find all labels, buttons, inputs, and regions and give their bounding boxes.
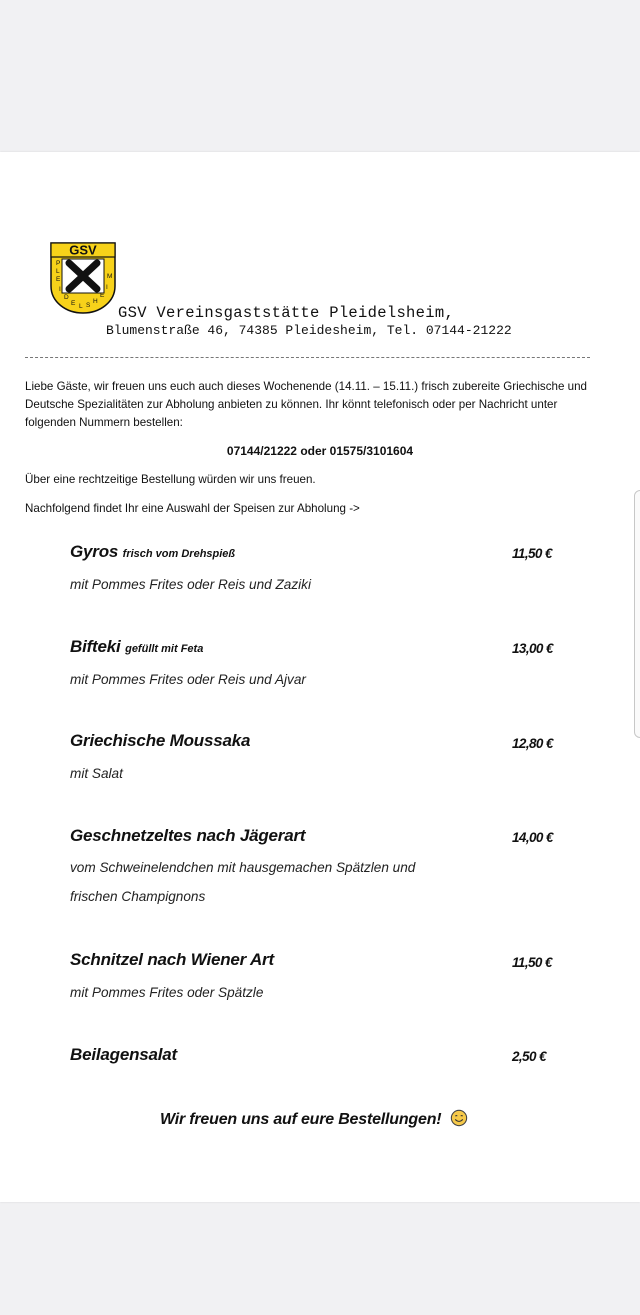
- menu-item-bifteki-title: Bifteki gefüllt mit Feta: [70, 637, 204, 656]
- divider: [25, 357, 590, 358]
- menu-item-beilagensalat-price: 2,50 €: [512, 1049, 546, 1064]
- svg-text:P: P: [56, 260, 61, 267]
- menu-item-gyros-price: 11,50 €: [512, 546, 552, 561]
- selection-note: Nachfolgend findet Ihr eine Auswahl der Speisen zur Abholung ->: [25, 502, 360, 515]
- menu-item-moussaka-title: Griechische Moussaka: [70, 731, 251, 750]
- timely-order-note: Über eine rechtzeitige Bestellung würden wir uns freuen.: [25, 473, 316, 486]
- menu-item-beilagensalat-title: Beilagensalat: [70, 1045, 178, 1064]
- menu-item-geschnetzeltes-description: vom Schweinelendchen mit hausgemachen Spätzlen und frischen Champignons: [70, 860, 416, 904]
- menu-item-geschnetzeltes-price: 14,00 €: [512, 830, 553, 845]
- closing-message: Wir freuen uns auf eure Bestellungen!: [160, 1109, 468, 1129]
- svg-text:I: I: [106, 284, 108, 291]
- menu-item-gyros-description: mit Pommes Frites oder Reis und Zaziki: [70, 577, 311, 592]
- svg-text:H: H: [93, 298, 98, 305]
- menu-item-bifteki-price: 13,00 €: [512, 641, 553, 656]
- svg-text:D: D: [64, 294, 69, 301]
- restaurant-address: Blumenstraße 46, 74385 Pleidesheim, Tel. 07144-21222: [106, 323, 512, 338]
- menu-item-moussaka-price: 12,80 €: [512, 736, 553, 751]
- gsv-logo: [50, 242, 116, 314]
- menu-item-moussaka-description: mit Salat: [70, 766, 123, 781]
- menu-item-gyros-title: Gyros frisch vom Drehspieß: [70, 542, 236, 561]
- menu-item-schnitzel-description: mit Pommes Frites oder Spätzle: [70, 985, 264, 1000]
- restaurant-name: GSV Vereinsgaststätte Pleidelsheim,: [118, 304, 455, 322]
- svg-text:M: M: [107, 273, 113, 280]
- svg-text:E: E: [71, 300, 76, 307]
- intro-text: Liebe Gäste, wir freuen uns euch auch dieses Wochenende (14.11. – 15.11.) frisch zubereite Griechische und Deutsche Spezialitäten zur Abholung anbieten zu können. Ihr könnt telefonisch oder per Nachricht unter folgenden Nummern bestellen:: [25, 380, 587, 429]
- smiley-icon: [450, 1109, 468, 1127]
- menu-item-geschnetzeltes-title: Geschnetzeltes nach Jägerart: [70, 826, 306, 845]
- menu-item-schnitzel-title: Schnitzel nach Wiener Art: [70, 950, 274, 969]
- svg-text:I: I: [59, 286, 61, 293]
- svg-text:E: E: [100, 292, 105, 299]
- scroll-handle[interactable]: [634, 490, 640, 738]
- svg-text:L: L: [79, 303, 83, 310]
- svg-text:S: S: [86, 302, 91, 309]
- menu-item-bifteki-description: mit Pommes Frites oder Reis und Ajvar: [70, 672, 306, 687]
- phone-numbers: 07144/21222 oder 01575/3101604: [226, 444, 414, 458]
- logo-text-gsv: GSV: [69, 242, 97, 258]
- svg-text:E: E: [56, 276, 61, 283]
- menu-item-schnitzel-price: 11,50 €: [512, 955, 552, 970]
- svg-text:L: L: [56, 268, 60, 275]
